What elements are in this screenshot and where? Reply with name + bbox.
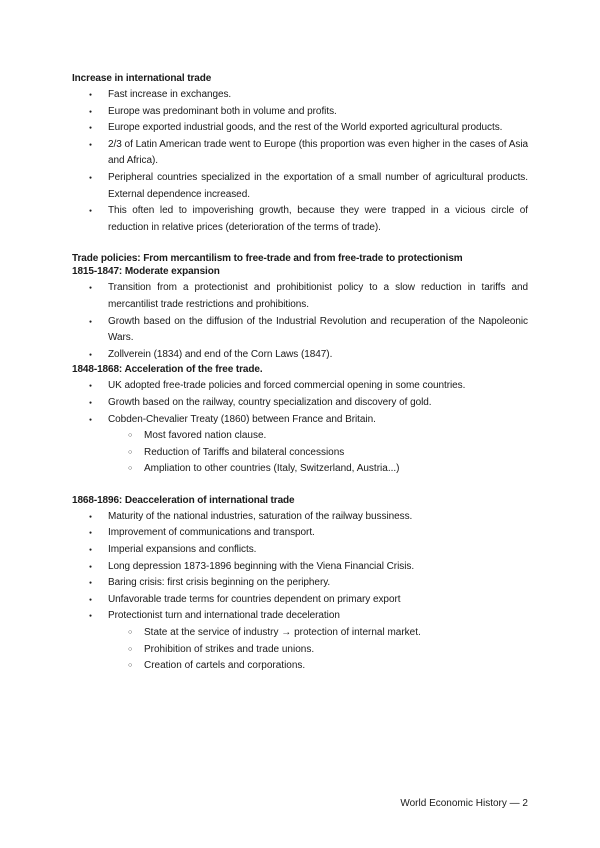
sub-list-item: ○ Ampliation to other countries (Italy, Switzerland, Austria...) xyxy=(72,461,528,478)
subheading-1815-1847: 1815-1847: Moderate expansion xyxy=(72,266,220,278)
list-item: ● This often led to impoverishing growth, because they were trapped in a vicious circle of reduction in relative prices (deterioration of the terms of trade). xyxy=(72,203,528,236)
section-heading-increase-trade: Increase in international trade xyxy=(72,73,212,84)
bullet-list-deacceleration xyxy=(72,509,528,675)
list-item: ● 2/3 of Latin American trade went to Europe (this proportion was even higher in the cases of Asia and Africa). xyxy=(72,137,528,170)
page-footer: World Economic History — 2 xyxy=(400,798,528,809)
list-item: ● UK adopted free-trade policies and forced commercial opening in some countries. xyxy=(72,378,528,395)
list-item: ● Improvement of communications and transport. xyxy=(72,525,528,542)
section-heading-trade-policies: Trade policies: From mercantilism to free-trade and from free-trade to protectionism xyxy=(72,253,463,265)
list-item: ● Europe was predominant both in volume and profits. xyxy=(72,104,528,121)
spacer xyxy=(72,478,528,494)
list-item: ● Zollverein (1834) and end of the Corn Laws (1847). xyxy=(72,347,528,364)
sub-list-item: ○ Most favored nation clause. xyxy=(72,428,528,445)
sub-list-item: ○ Prohibition of strikes and trade unions. xyxy=(72,642,528,659)
list-item: ● Imperial expansions and conflicts. xyxy=(72,542,528,559)
bullet-list-increase-trade xyxy=(72,87,528,236)
sub-list-item: ○ State at the service of industry → protection of internal market. xyxy=(72,625,528,642)
list-item: ● Baring crisis: first crisis beginning on the periphery. xyxy=(72,575,528,592)
sub-list-item: ○ Creation of cartels and corporations. xyxy=(72,658,528,675)
bullet-list-1815-1847 xyxy=(72,280,528,363)
spacer xyxy=(72,236,528,252)
list-item: ● Fast increase in exchanges. xyxy=(72,87,528,104)
document-page xyxy=(72,72,528,675)
sub-list-item: ○ Reduction of Tariffs and bilateral concessions xyxy=(72,445,528,462)
list-item: ● Europe exported industrial goods, and the rest of the World exported agricultural products. xyxy=(72,120,528,137)
list-item: ● Maturity of the national industries, saturation of the railway bussiness. xyxy=(72,509,528,526)
list-item: ● Cobden-Chevalier Treaty (1860) between France and Britain. xyxy=(72,412,528,429)
section-heading-deacceleration: 1868-1896: Deacceleration of international trade xyxy=(72,494,295,506)
bullet-list-1848-1868 xyxy=(72,378,528,478)
list-item: ● Growth based on the railway, country specialization and discovery of gold. xyxy=(72,395,528,412)
list-item: ● Long depression 1873-1896 beginning with the Viena Financial Crisis. xyxy=(72,559,528,576)
subheading-1848-1868: 1848-1868: Acceleration of the free trade. xyxy=(72,364,263,376)
list-item: ● Growth based on the diffusion of the Industrial Revolution and recuperation of the Napoleonic Wars. xyxy=(72,314,528,347)
list-item: ● Peripheral countries specialized in the exportation of a small number of agricultural products. External dependence increased. xyxy=(72,170,528,203)
list-item: ● Transition from a protectionist and prohibitionist policy to a slow reduction in tariffs and mercantilist trade restrictions and prohibitions. xyxy=(72,280,528,313)
list-item: ● Protectionist turn and international trade deceleration xyxy=(72,608,528,625)
list-item: ● Unfavorable trade terms for countries dependent on primary export xyxy=(72,592,528,609)
